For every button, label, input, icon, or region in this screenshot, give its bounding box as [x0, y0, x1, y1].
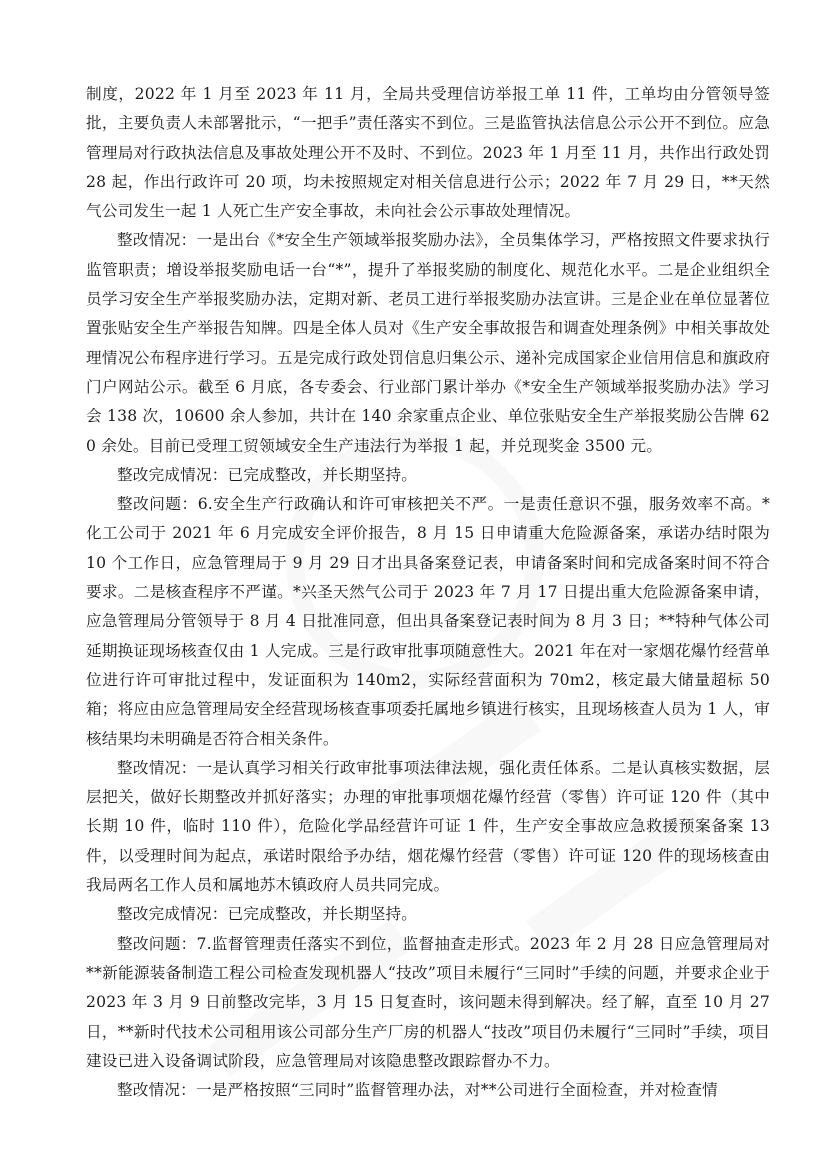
paragraph-6: 整改完成情况：已完成整改，并长期坚持。	[117, 905, 418, 924]
paragraph-1: 制度，2022 年 1 月至 2023 年 11 月，全局共受理信访举报工单 11 件，工单均由分管领导签批，主要负责人未部署批示，“一把手”责任落实不到位。三是监管执法信息公示公开不到位。应急管理局对行政执法信息及事故处理公开不及时、不到位。2023 年 1 月至 11 月，共作出行政处罚 28 起，作出行政许可 20 项，均未按照规定对相关信息进行公示；2022 年 7 月 29 日，**天然气公司发生一起 1 人死亡生产安全事故，未向社会公示事故处理情况。	[86, 85, 770, 221]
document-body	[86, 80, 770, 1105]
paragraph-7: 整改问题：7.监督管理责任落实不到位，监督抽查走形式。2023 年 2 月 28 日应急管理局对**新能源装备制造工程公司检查发现机器人“技改”项目未履行“三同时”手续的问题，并要求企业于 2023 年 3 月 9 日前整改完毕，3 月 15 日复查时，该问题未得到解决。经了解，直至 10 月 27 日，**新时代技术公司租用该公司部分生产厂房的机器人“技改”项目仍未履行“三同时”手续，项目建设已进入设备调试阶段，应急管理局对该隐患整改跟踪督办不力。	[86, 934, 770, 1070]
paragraph-4: 整改问题：6.安全生产行政确认和许可审核把关不严。一是责任意识不强，服务效率不高。*化工公司于 2021 年 6 月完成安全评价报告，8 月 15 日申请重大危险源备案，承诺办结时限为 10 个工作日，应急管理局于 9 月 29 日才出具备案登记表，申请备案时间和完成备案时间不符合要求。二是核查程序不严谨。*兴圣天然气公司于 2023 年 7 月 17 日提出重大危险源备案申请，应急管理局分管领导于 8 月 4 日批准同意，但出具备案登记表时间为 8 月 3 日；**特种气体公司延期换证现场核查仅由 1 人完成。三是行政审批事项随意性大。2021 年在对一家烟花爆竹经营单位进行许可审批过程中，发证面积为 140m2，实际经营面积为 70m2，核定最大储量超标 50 箱；将应由应急管理局安全经营现场核查事项委托属地乡镇进行核实，且现场核查人员为 1 人，审核结果均未明确是否符合相关条件。	[86, 495, 770, 748]
paragraph-3: 整改完成情况：已完成整改，并长期坚持。	[117, 465, 418, 484]
paragraph-8: 整改情况：一是严格按照“三同时”监督管理办法，对**公司进行全面检查，并对检查情	[117, 1081, 718, 1100]
paragraph-2: 整改情况：一是出台《*安全生产领域举报奖励办法》，全员集体学习，严格按照文件要求执行监管职责；增设举报奖励电话一台“*”，提升了举报奖励的制度化、规范化水平。二是企业组织全员学习安全生产举报奖励办法，定期对新、老员工进行举报奖励办法宣讲。三是企业在单位显著位置张贴安全生产举报告知牌。四是全体人员对《生产安全事故报告和调查处理条例》中相关事故处理情况公布程序进行学习。五是完成行政处罚信息归集公示、递补完成国家企业信用信息和旗政府门户网站公示。截至 6 月底，各专委会、行业部门累计举办《*安全生产领域举报奖励办法》学习会 138 次，10600 余人参加，共计在 140 余家重点企业、单位张贴安全生产举报奖励公告牌 620 余处。目前已受理工贸领域安全生产违法行为举报 1 起，并兑现奖金 3500 元。	[86, 231, 770, 455]
paragraph-5: 整改情况：一是认真学习相关行政审批事项法律法规，强化责任体系。二是认真核实数据，层层把关，做好长期整改并抓好落实；办理的审批事项烟花爆竹经营（零售）许可证 120 件（其中长期 10 件，临时 110 件），危险化学品经营许可证 1 件，生产安全事故应急救援预案备案 13 件，以受理时间为起点，承诺时限给予办结，烟花爆竹经营（零售）许可证 120 件的现场核查由我局两名工作人员和属地苏木镇政府人员共同完成。	[86, 758, 770, 895]
